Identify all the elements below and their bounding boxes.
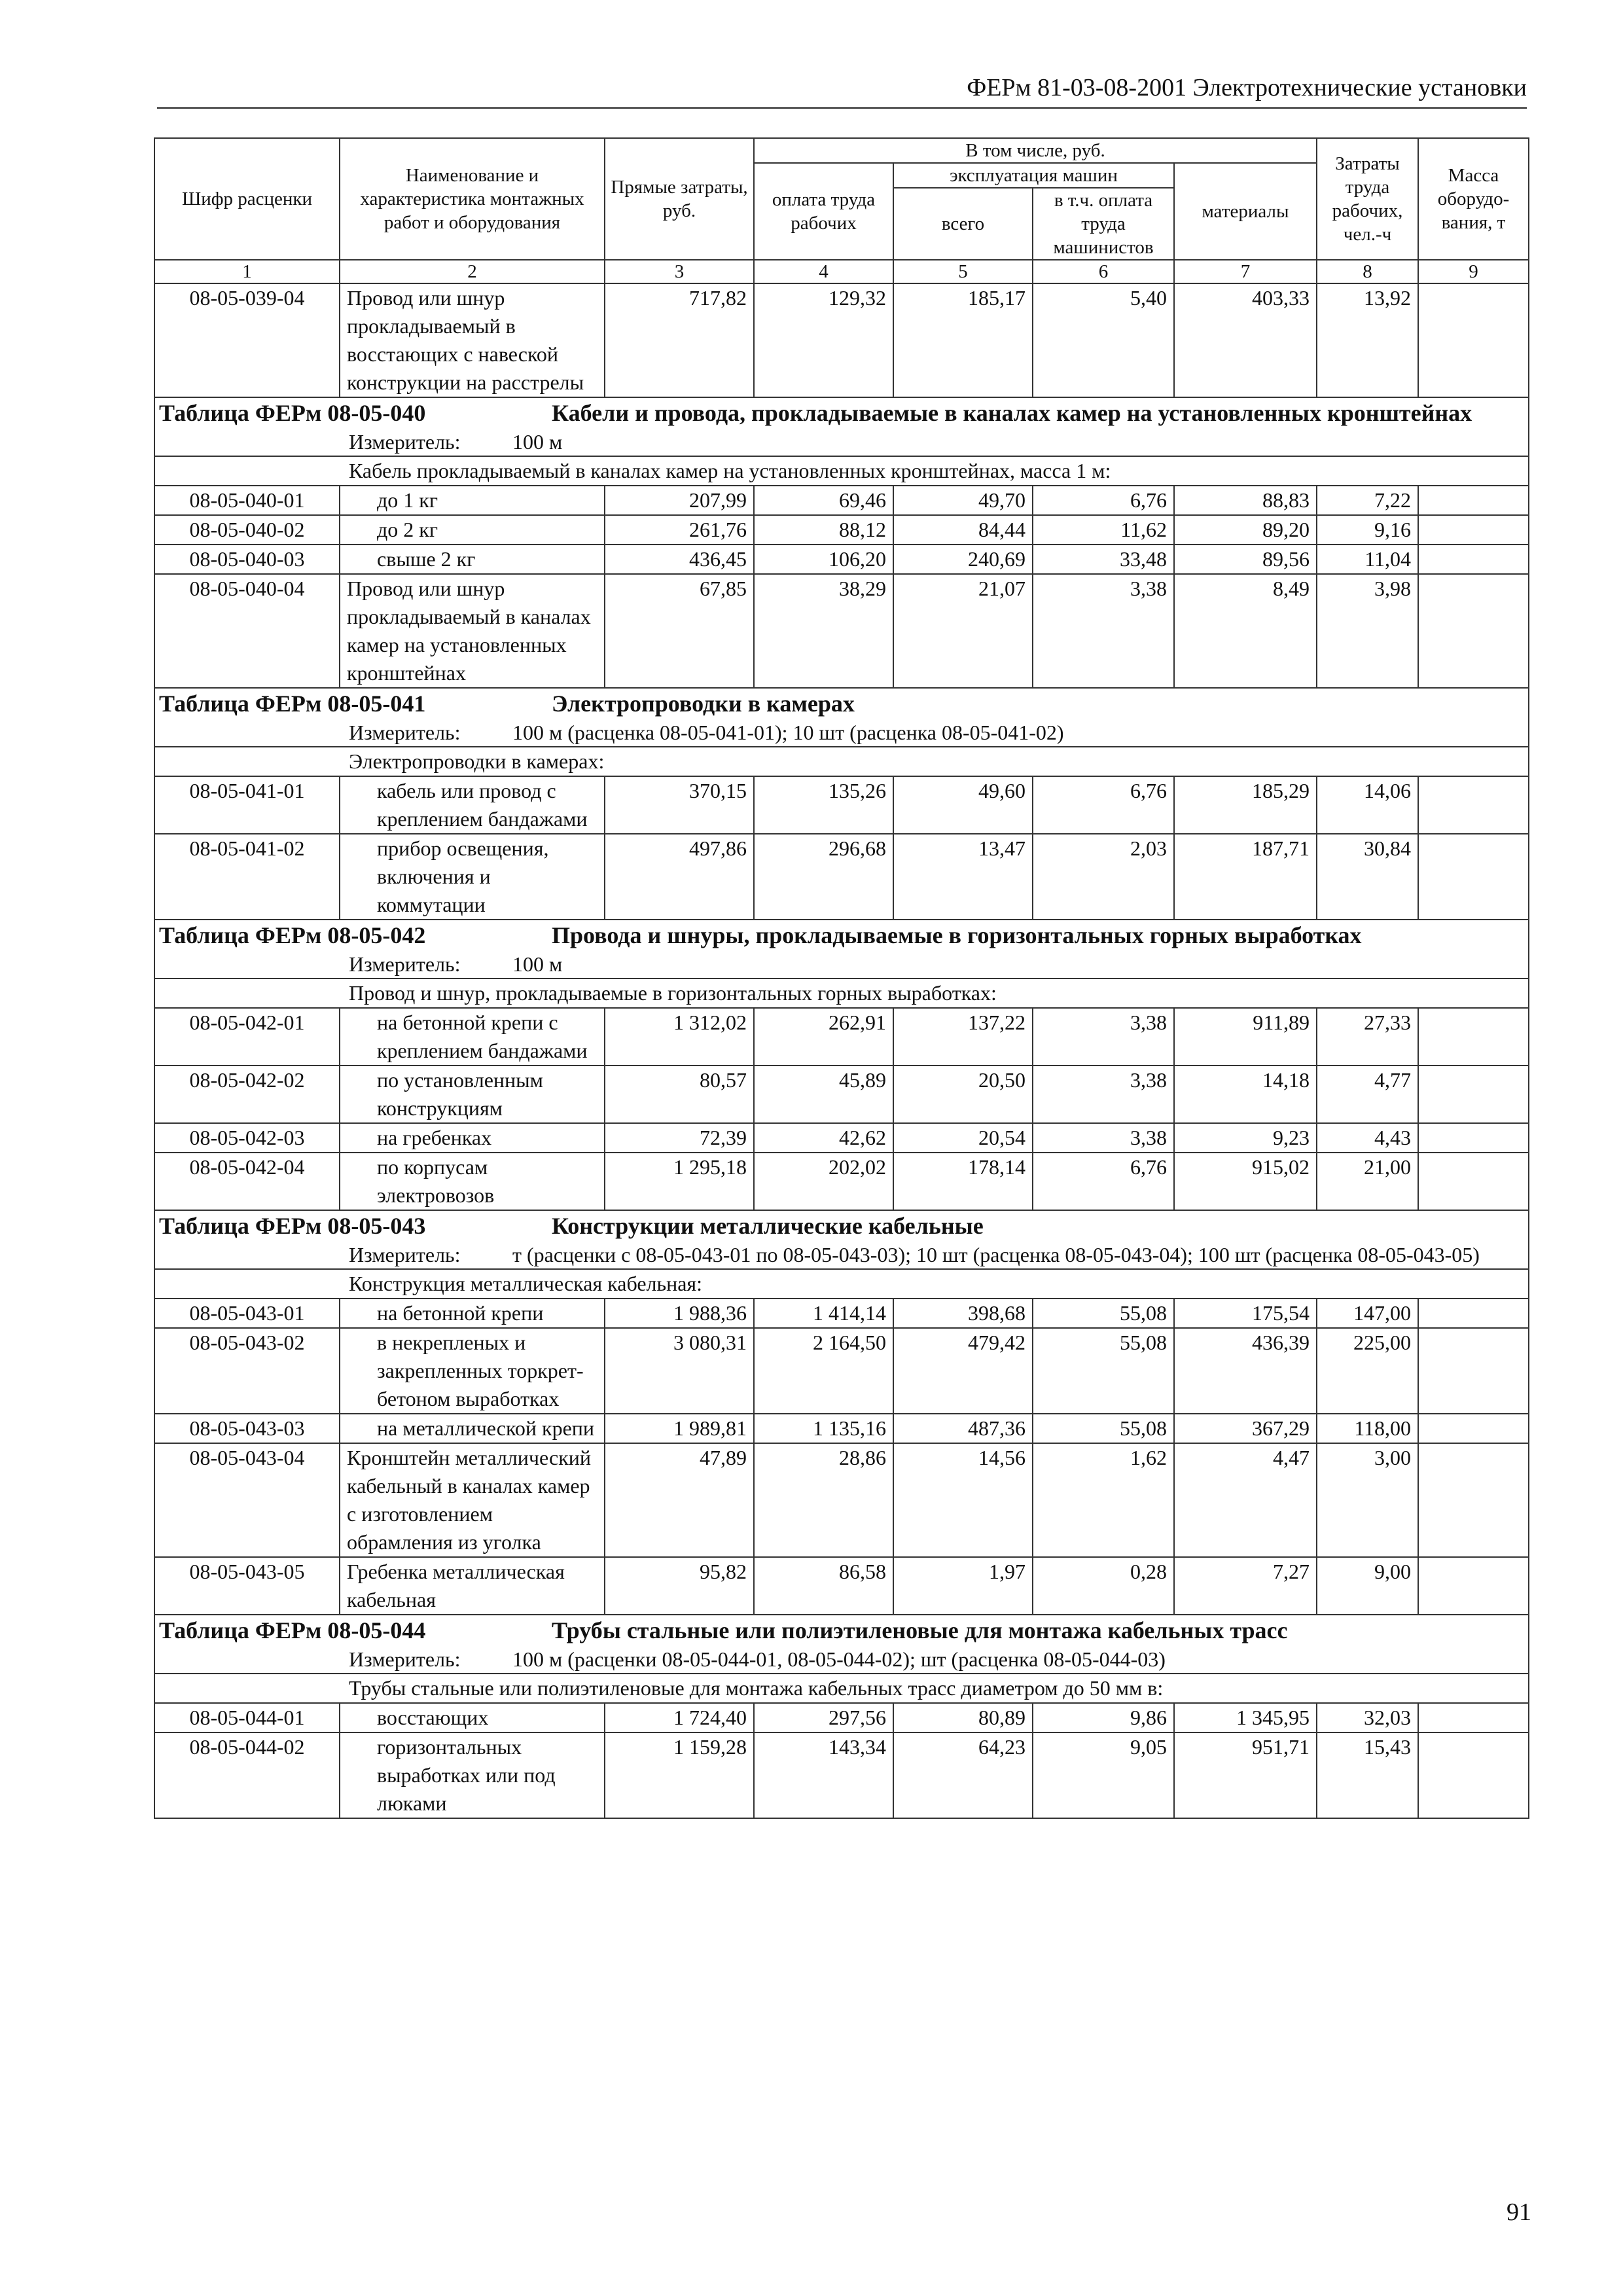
labor-hours: 30,84 — [1317, 834, 1418, 920]
machines-total: 20,54 — [893, 1123, 1033, 1153]
machinists-pay: 6,76 — [1033, 1153, 1174, 1210]
machinists-pay: 3,38 — [1033, 1008, 1174, 1066]
equipment-mass — [1418, 1153, 1529, 1210]
work-name: на гребенках — [340, 1123, 605, 1153]
labor-pay: 42,62 — [754, 1123, 893, 1153]
document-title: ФЕРм 81-03-08-2001 Электротехнические установки — [967, 74, 1527, 101]
table-row — [154, 574, 1529, 688]
col-machinists-pay-header: в т.ч. оплата труда машинистов — [1033, 188, 1174, 260]
machines-total: 49,60 — [893, 776, 1033, 834]
table-number: Таблица ФЕРм 08-05-043 — [159, 1213, 426, 1239]
direct-cost: 1 989,81 — [605, 1414, 754, 1443]
rates-table — [154, 137, 1529, 1819]
group-label: Кабель прокладываемый в каналах камер на установленных кронштейнах, масса 1 м: — [154, 456, 1529, 486]
work-name: до 1 кг — [340, 486, 605, 515]
table-row — [154, 1557, 1529, 1615]
labor-hours: 14,06 — [1317, 776, 1418, 834]
labor-hours: 15,43 — [1317, 1732, 1418, 1818]
page-number: 91 — [1507, 2198, 1531, 2226]
equipment-mass — [1418, 574, 1529, 688]
column-number: 8 — [1317, 260, 1418, 283]
work-name: горизонтальных выработках или под люками — [340, 1732, 605, 1818]
machinists-pay: 3,38 — [1033, 574, 1174, 688]
work-name: в некрепленых и закрепленных торкрет-бетоном выработках — [340, 1328, 605, 1414]
meter-row — [154, 428, 1529, 456]
table-title-cell — [154, 1210, 1529, 1241]
labor-hours: 32,03 — [1317, 1703, 1418, 1732]
table-number: Таблица ФЕРм 08-05-042 — [159, 922, 426, 948]
direct-cost: 436,45 — [605, 545, 754, 574]
direct-cost: 497,86 — [605, 834, 754, 920]
table-title — [155, 689, 1528, 719]
meter — [155, 950, 1528, 978]
meter-label: Измеритель: — [349, 1243, 461, 1266]
labor-hours: 11,04 — [1317, 545, 1418, 574]
machines-total: 20,50 — [893, 1066, 1033, 1123]
table-title-row — [154, 920, 1529, 950]
meter-row — [154, 719, 1529, 747]
meter-value: 100 м — [512, 430, 563, 454]
table-row — [154, 834, 1529, 920]
materials-cost: 89,20 — [1174, 515, 1317, 545]
work-name: свыше 2 кг — [340, 545, 605, 574]
equipment-mass — [1418, 1703, 1529, 1732]
labor-pay: 88,12 — [754, 515, 893, 545]
work-name: восстающих — [340, 1703, 605, 1732]
labor-pay: 143,34 — [754, 1732, 893, 1818]
machinists-pay: 3,38 — [1033, 1066, 1174, 1123]
labor-pay: 45,89 — [754, 1066, 893, 1123]
col-code-header: Шифр расценки — [154, 138, 340, 260]
materials-cost: 89,56 — [1174, 545, 1317, 574]
machinists-pay: 2,03 — [1033, 834, 1174, 920]
col-hours-header: Затраты труда рабочих, чел.-ч — [1317, 138, 1418, 260]
table-row — [154, 1732, 1529, 1818]
labor-pay: 297,56 — [754, 1703, 893, 1732]
labor-hours: 4,77 — [1317, 1066, 1418, 1123]
direct-cost: 1 312,02 — [605, 1008, 754, 1066]
meter-label: Измеритель: — [349, 430, 461, 454]
meter — [155, 1645, 1528, 1673]
table-number: Таблица ФЕРм 08-05-040 — [159, 400, 426, 426]
labor-hours: 4,43 — [1317, 1123, 1418, 1153]
col-materials-header: материалы — [1174, 163, 1317, 260]
direct-cost: 47,89 — [605, 1443, 754, 1557]
labor-pay: 106,20 — [754, 545, 893, 574]
table-title-row — [154, 688, 1529, 719]
machines-total: 80,89 — [893, 1703, 1033, 1732]
table-title — [155, 398, 1528, 428]
table-title-cell — [154, 397, 1529, 428]
work-name: по установленным конструкциям — [340, 1066, 605, 1123]
direct-cost: 3 080,31 — [605, 1328, 754, 1414]
rate-code: 08-05-040-04 — [154, 574, 340, 688]
rate-code: 08-05-042-03 — [154, 1123, 340, 1153]
table-number: Таблица ФЕРм 08-05-041 — [159, 691, 426, 717]
page-header — [157, 73, 1527, 109]
labor-pay: 69,46 — [754, 486, 893, 515]
machinists-pay: 6,76 — [1033, 486, 1174, 515]
table-name: Провода и шнуры, прокладываемые в горизонтальных горных выработках — [552, 922, 1362, 948]
materials-cost: 14,18 — [1174, 1066, 1317, 1123]
direct-cost: 261,76 — [605, 515, 754, 545]
meter-cell — [154, 719, 1529, 747]
table-title — [155, 1211, 1528, 1241]
work-name: Провод или шнур прокладываемый в каналах камер на установленных кронштейнах — [340, 574, 605, 688]
meter-row — [154, 1645, 1529, 1674]
meter-cell — [154, 950, 1529, 978]
materials-cost: 436,39 — [1174, 1328, 1317, 1414]
labor-hours: 21,00 — [1317, 1153, 1418, 1210]
table-title-cell — [154, 920, 1529, 950]
machinists-pay: 55,08 — [1033, 1299, 1174, 1328]
table-row — [154, 1703, 1529, 1732]
col-direct-header: Прямые затраты, руб. — [605, 138, 754, 260]
work-name: Провод или шнур прокладываемый в восстающих с навеской конструкции на расстрелы — [340, 283, 605, 397]
machinists-pay: 9,86 — [1033, 1703, 1174, 1732]
materials-cost: 88,83 — [1174, 486, 1317, 515]
labor-hours: 147,00 — [1317, 1299, 1418, 1328]
rate-code: 08-05-041-01 — [154, 776, 340, 834]
rate-code: 08-05-042-01 — [154, 1008, 340, 1066]
table-row — [154, 1299, 1529, 1328]
table-row — [154, 486, 1529, 515]
equipment-mass — [1418, 545, 1529, 574]
direct-cost: 370,15 — [605, 776, 754, 834]
group-label: Провод и шнур, прокладываемые в горизонтальных горных выработках: — [154, 978, 1529, 1008]
equipment-mass — [1418, 834, 1529, 920]
labor-hours: 3,00 — [1317, 1443, 1418, 1557]
labor-pay: 202,02 — [754, 1153, 893, 1210]
table-name: Трубы стальные или полиэтиленовые для монтажа кабельных трасс — [552, 1617, 1288, 1643]
materials-cost: 8,49 — [1174, 574, 1317, 688]
rate-code: 08-05-043-02 — [154, 1328, 340, 1414]
col-mass-header: Масса оборудо-вания, т — [1418, 138, 1529, 260]
group-label: Электропроводки в камерах: — [154, 747, 1529, 776]
machines-total: 84,44 — [893, 515, 1033, 545]
meter-cell — [154, 1241, 1529, 1269]
table-name: Конструкции металлические кабельные — [552, 1213, 984, 1239]
materials-cost: 403,33 — [1174, 283, 1317, 397]
table-row — [154, 1123, 1529, 1153]
machinists-pay: 0,28 — [1033, 1557, 1174, 1615]
rate-code: 08-05-040-02 — [154, 515, 340, 545]
labor-hours: 118,00 — [1317, 1414, 1418, 1443]
meter-value: т (расценки с 08-05-043-01 по 08-05-043-03); 10 шт (расценка 08-05-043-04); 100 шт (расценка 08-05-043-05) — [512, 1243, 1480, 1266]
column-number: 1 — [154, 260, 340, 283]
machinists-pay: 1,62 — [1033, 1443, 1174, 1557]
rate-code: 08-05-043-03 — [154, 1414, 340, 1443]
materials-cost: 9,23 — [1174, 1123, 1317, 1153]
work-name: до 2 кг — [340, 515, 605, 545]
table-row — [154, 1153, 1529, 1210]
labor-pay: 28,86 — [754, 1443, 893, 1557]
labor-pay: 129,32 — [754, 283, 893, 397]
meter — [155, 428, 1528, 456]
column-number: 9 — [1418, 260, 1529, 283]
equipment-mass — [1418, 1414, 1529, 1443]
group-row — [154, 1674, 1529, 1703]
labor-pay: 1 135,16 — [754, 1414, 893, 1443]
materials-cost: 7,27 — [1174, 1557, 1317, 1615]
rate-code: 08-05-040-01 — [154, 486, 340, 515]
labor-pay: 1 414,14 — [754, 1299, 893, 1328]
machinists-pay: 11,62 — [1033, 515, 1174, 545]
machines-total: 21,07 — [893, 574, 1033, 688]
direct-cost: 80,57 — [605, 1066, 754, 1123]
equipment-mass — [1418, 1299, 1529, 1328]
work-name: на бетонной крепи с креплением бандажами — [340, 1008, 605, 1066]
col-including-header: В том числе, руб. — [754, 138, 1317, 163]
machinists-pay: 5,40 — [1033, 283, 1174, 397]
machinists-pay: 55,08 — [1033, 1328, 1174, 1414]
group-label: Трубы стальные или полиэтиленовые для монтажа кабельных трасс диаметром до 50 мм в: — [154, 1674, 1529, 1703]
work-name: по корпусам электровозов — [340, 1153, 605, 1210]
equipment-mass — [1418, 1328, 1529, 1414]
table-row — [154, 515, 1529, 545]
table-title-cell — [154, 688, 1529, 719]
machines-total: 14,56 — [893, 1443, 1033, 1557]
machinists-pay: 3,38 — [1033, 1123, 1174, 1153]
equipment-mass — [1418, 1123, 1529, 1153]
work-name: Гребенка металлическая кабельная — [340, 1557, 605, 1615]
equipment-mass — [1418, 1443, 1529, 1557]
table-name: Электропроводки в камерах — [552, 691, 855, 717]
labor-hours: 3,98 — [1317, 574, 1418, 688]
work-name: кабель или провод с креплением бандажами — [340, 776, 605, 834]
labor-hours: 7,22 — [1317, 486, 1418, 515]
materials-cost: 1 345,95 — [1174, 1703, 1317, 1732]
table-row — [154, 1414, 1529, 1443]
column-number: 4 — [754, 260, 893, 283]
meter-row — [154, 1241, 1529, 1269]
direct-cost: 1 988,36 — [605, 1299, 754, 1328]
machines-total: 64,23 — [893, 1732, 1033, 1818]
labor-pay: 262,91 — [754, 1008, 893, 1066]
table-title-row — [154, 1210, 1529, 1241]
group-row — [154, 456, 1529, 486]
materials-cost: 175,54 — [1174, 1299, 1317, 1328]
direct-cost: 72,39 — [605, 1123, 754, 1153]
materials-cost: 915,02 — [1174, 1153, 1317, 1210]
rate-code: 08-05-043-04 — [154, 1443, 340, 1557]
meter-value: 100 м — [512, 952, 563, 976]
work-name: на бетонной крепи — [340, 1299, 605, 1328]
col-machines-header: эксплуатация машин — [893, 163, 1174, 188]
rate-code: 08-05-044-02 — [154, 1732, 340, 1818]
col-name-header: Наименование и характеристика монтажных работ и оборудования — [340, 138, 605, 260]
machinists-pay: 9,05 — [1033, 1732, 1174, 1818]
direct-cost: 1 724,40 — [605, 1703, 754, 1732]
labor-hours: 225,00 — [1317, 1328, 1418, 1414]
column-number: 7 — [1174, 260, 1317, 283]
equipment-mass — [1418, 1066, 1529, 1123]
labor-pay: 135,26 — [754, 776, 893, 834]
meter-cell — [154, 428, 1529, 456]
direct-cost: 1 159,28 — [605, 1732, 754, 1818]
machines-total: 479,42 — [893, 1328, 1033, 1414]
meter — [155, 1241, 1528, 1268]
machinists-pay: 55,08 — [1033, 1414, 1174, 1443]
column-number: 5 — [893, 260, 1033, 283]
table-number: Таблица ФЕРм 08-05-044 — [159, 1617, 426, 1643]
labor-pay: 2 164,50 — [754, 1328, 893, 1414]
materials-cost: 187,71 — [1174, 834, 1317, 920]
labor-pay: 38,29 — [754, 574, 893, 688]
labor-hours: 9,00 — [1317, 1557, 1418, 1615]
meter-cell — [154, 1645, 1529, 1674]
group-label: Конструкция металлическая кабельная: — [154, 1269, 1529, 1299]
rate-code: 08-05-043-05 — [154, 1557, 340, 1615]
labor-pay: 296,68 — [754, 834, 893, 920]
machines-total: 137,22 — [893, 1008, 1033, 1066]
direct-cost: 1 295,18 — [605, 1153, 754, 1210]
labor-hours: 9,16 — [1317, 515, 1418, 545]
machines-total: 49,70 — [893, 486, 1033, 515]
meter — [155, 719, 1528, 746]
machinists-pay: 6,76 — [1033, 776, 1174, 834]
labor-pay: 86,58 — [754, 1557, 893, 1615]
col-machines-total-header: всего — [893, 188, 1033, 260]
table-row — [154, 1328, 1529, 1414]
direct-cost: 207,99 — [605, 486, 754, 515]
direct-cost: 95,82 — [605, 1557, 754, 1615]
labor-hours: 27,33 — [1317, 1008, 1418, 1066]
table-row — [154, 283, 1529, 397]
equipment-mass — [1418, 283, 1529, 397]
table-title — [155, 1615, 1528, 1645]
machines-total: 487,36 — [893, 1414, 1033, 1443]
work-name: на металлической крепи — [340, 1414, 605, 1443]
table-name: Кабели и провода, прокладываемые в каналах камер на установленных кронштейнах — [552, 400, 1472, 426]
rate-code: 08-05-039-04 — [154, 283, 340, 397]
rate-code: 08-05-043-01 — [154, 1299, 340, 1328]
direct-cost: 717,82 — [605, 283, 754, 397]
column-number: 3 — [605, 260, 754, 283]
meter-label: Измеритель: — [349, 721, 461, 744]
table-title — [155, 920, 1528, 950]
table-row — [154, 1008, 1529, 1066]
group-row — [154, 747, 1529, 776]
group-row — [154, 978, 1529, 1008]
meter-label: Измеритель: — [349, 952, 461, 976]
machines-total: 240,69 — [893, 545, 1033, 574]
work-name: Кронштейн металлический кабельный в каналах камер с изготовлением обрамления из уголка — [340, 1443, 605, 1557]
column-numbers-row — [154, 260, 1529, 283]
machinists-pay: 33,48 — [1033, 545, 1174, 574]
work-name: прибор освещения, включения и коммутации — [340, 834, 605, 920]
equipment-mass — [1418, 515, 1529, 545]
materials-cost: 185,29 — [1174, 776, 1317, 834]
machines-total: 185,17 — [893, 283, 1033, 397]
machines-total: 178,14 — [893, 1153, 1033, 1210]
rate-code: 08-05-042-04 — [154, 1153, 340, 1210]
table-title-row — [154, 397, 1529, 428]
table-body — [154, 283, 1529, 1818]
materials-cost: 951,71 — [1174, 1732, 1317, 1818]
meter-label: Измеритель: — [349, 1647, 461, 1671]
group-row — [154, 1269, 1529, 1299]
column-number: 6 — [1033, 260, 1174, 283]
column-number: 2 — [340, 260, 605, 283]
table-header — [154, 138, 1529, 283]
rate-code: 08-05-041-02 — [154, 834, 340, 920]
rate-code: 08-05-040-03 — [154, 545, 340, 574]
equipment-mass — [1418, 1732, 1529, 1818]
equipment-mass — [1418, 1008, 1529, 1066]
materials-cost: 367,29 — [1174, 1414, 1317, 1443]
table-row — [154, 1066, 1529, 1123]
table-title-cell — [154, 1615, 1529, 1645]
direct-cost: 67,85 — [605, 574, 754, 688]
equipment-mass — [1418, 776, 1529, 834]
meter-row — [154, 950, 1529, 978]
table-row — [154, 1443, 1529, 1557]
rate-code: 08-05-044-01 — [154, 1703, 340, 1732]
labor-hours: 13,92 — [1317, 283, 1418, 397]
machines-total: 398,68 — [893, 1299, 1033, 1328]
table-row — [154, 776, 1529, 834]
machines-total: 1,97 — [893, 1557, 1033, 1615]
meter-value: 100 м (расценки 08-05-044-01, 08-05-044-02); шт (расценка 08-05-044-03) — [512, 1647, 1166, 1671]
equipment-mass — [1418, 486, 1529, 515]
col-labor-header: оплата труда рабочих — [754, 163, 893, 260]
table-row — [154, 545, 1529, 574]
machines-total: 13,47 — [893, 834, 1033, 920]
materials-cost: 4,47 — [1174, 1443, 1317, 1557]
equipment-mass — [1418, 1557, 1529, 1615]
meter-value: 100 м (расценка 08-05-041-01); 10 шт (расценка 08-05-041-02) — [512, 721, 1064, 744]
materials-cost: 911,89 — [1174, 1008, 1317, 1066]
rate-code: 08-05-042-02 — [154, 1066, 340, 1123]
table-title-row — [154, 1615, 1529, 1645]
